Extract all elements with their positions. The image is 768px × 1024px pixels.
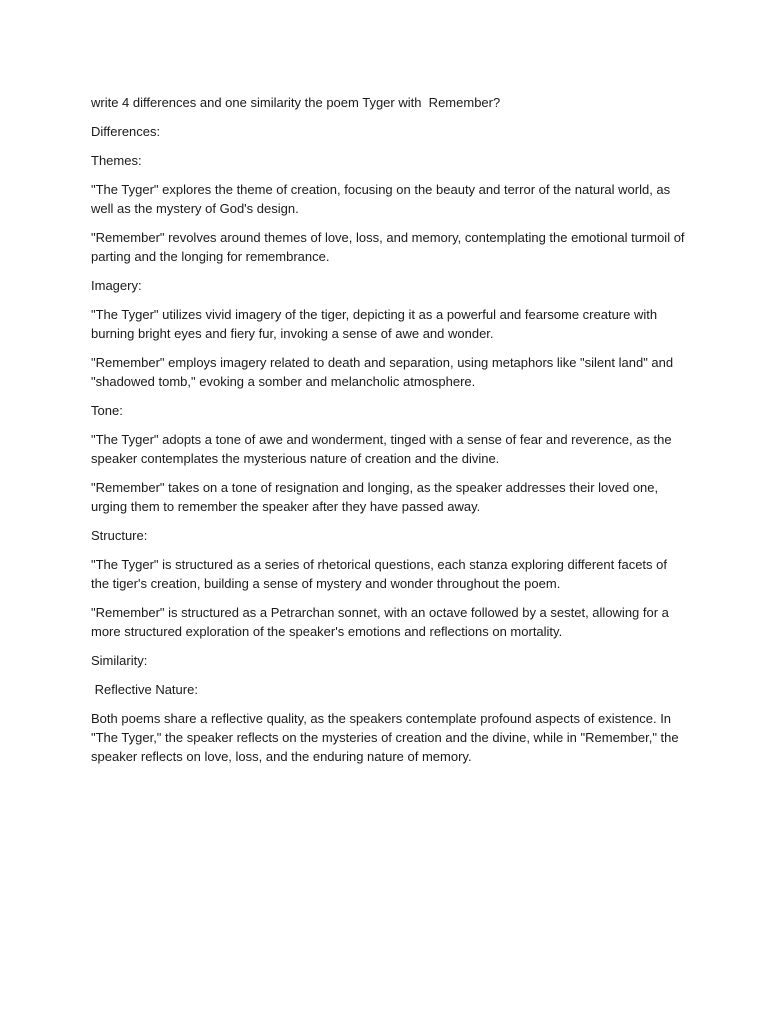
tone-tyger-paragraph: "The Tyger" adopts a tone of awe and wonderment, tinged with a sense of fear and reverence, as the speaker contemplates the mysterious nature of creation and the divine. bbox=[91, 432, 676, 466]
themes-heading: Themes: bbox=[91, 153, 142, 168]
tone-remember-paragraph: "Remember" takes on a tone of resignation and longing, as the speaker addresses their loved one, urging them to remember the speaker after they have passed away. bbox=[91, 480, 662, 514]
similarity-heading: Similarity: bbox=[91, 653, 148, 668]
structure-heading: Structure: bbox=[91, 528, 148, 543]
reflective-nature-heading: Reflective Nature: bbox=[91, 682, 198, 697]
structure-remember-paragraph: "Remember" is structured as a Petrarchan sonnet, with an octave followed by a sestet, allowing for a more structured exploration of the speaker's emotions and reflections on mortality. bbox=[91, 605, 673, 639]
themes-tyger-paragraph: "The Tyger" explores the theme of creation, focusing on the beauty and terror of the natural world, as well as the mystery of God's design. bbox=[91, 182, 674, 216]
imagery-tyger-paragraph: "The Tyger" utilizes vivid imagery of the tiger, depicting it as a powerful and fearsome creature with burning bright eyes and fiery fur, invoking a sense of awe and wonder. bbox=[91, 307, 661, 341]
structure-tyger-paragraph: "The Tyger" is structured as a series of rhetorical questions, each stanza exploring different facets of the tiger's creation, building a sense of mystery and wonder throughout the poem. bbox=[91, 557, 671, 591]
tone-heading: Tone: bbox=[91, 403, 123, 418]
themes-remember-paragraph: "Remember" revolves around themes of love, loss, and memory, contemplating the emotional turmoil of parting and the longing for remembrance. bbox=[91, 230, 689, 264]
document-page bbox=[91, 93, 687, 776]
differences-heading: Differences: bbox=[91, 124, 161, 139]
reflective-nature-paragraph: Both poems share a reflective quality, as the speakers contemplate profound aspects of existence. In "The Tyger," the speaker reflects on the mysteries of creation and the divine, while in "Remember," the speaker reflects on love, loss, and the enduring nature of memory. bbox=[91, 711, 683, 764]
imagery-heading: Imagery: bbox=[91, 278, 142, 293]
question-line: write 4 differences and one similarity the poem Tyger with Remember? bbox=[91, 95, 501, 110]
imagery-remember-paragraph: "Remember" employs imagery related to death and separation, using metaphors like "silent land" and "shadowed tomb," evoking a somber and melancholic atmosphere. bbox=[91, 355, 677, 389]
